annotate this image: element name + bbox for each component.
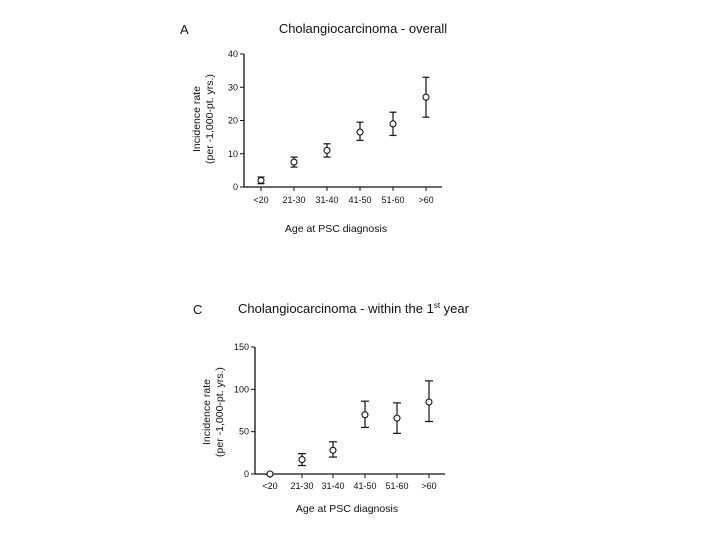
panel-a-xtick-label: >60 bbox=[418, 195, 434, 205]
panel-a-ytick-label: 0 bbox=[232, 182, 238, 192]
panel-a-data-point bbox=[357, 129, 363, 135]
panel-c-xtick-label: <20 bbox=[262, 481, 278, 491]
panel-c-xtick-label: 41-50 bbox=[353, 481, 377, 491]
panel-a-letter: A bbox=[180, 22, 189, 37]
panel-c-xtick-label: >60 bbox=[421, 481, 437, 491]
panel-c-ytick-label: 0 bbox=[243, 469, 249, 479]
panel-a bbox=[180, 21, 447, 235]
panel-c-data-point bbox=[362, 412, 368, 418]
panel-a-xtick-label: 51-60 bbox=[381, 195, 405, 205]
panel-c-title bbox=[238, 301, 470, 316]
panel-a-ylabel-line2: (per -1,000-pt. yrs.) bbox=[204, 74, 216, 164]
panel-a-xlabel: Age at PSC diagnosis bbox=[284, 223, 388, 235]
panel-c-ytick-label: 50 bbox=[238, 426, 249, 437]
panel-c-letter: C bbox=[193, 302, 203, 317]
panel-c-data-point bbox=[426, 399, 432, 405]
panel-a-ytick-label: 30 bbox=[227, 82, 238, 93]
panel-c-data-point bbox=[267, 471, 273, 477]
panel-c-xtick-label: 21-30 bbox=[290, 481, 314, 491]
panel-a-ylabel-line1: Incidence rate bbox=[191, 86, 203, 152]
panel-c-data-point bbox=[394, 415, 400, 421]
panel-c-xtick-label: 31-40 bbox=[321, 481, 345, 491]
panel-c-ytick-label: 150 bbox=[233, 342, 249, 352]
panel-a-xtick-label: <20 bbox=[253, 195, 269, 205]
panel-a-data-point bbox=[258, 177, 264, 183]
panel-c-data-point bbox=[299, 457, 305, 463]
panel-c-ylabel-line1: Incidence rate bbox=[201, 379, 213, 445]
panel-a-marks bbox=[228, 49, 434, 205]
panel-a-ytick-label: 10 bbox=[227, 148, 238, 159]
panel-a-data-point bbox=[390, 121, 396, 127]
panel-c-title-main: Cholangiocarcinoma - within the 1 bbox=[238, 301, 434, 316]
panel-a-title: Cholangiocarcinoma - overall bbox=[278, 21, 448, 36]
panel-a-ytick-label: 40 bbox=[227, 49, 238, 59]
panel-a-xtick-label: 41-50 bbox=[348, 195, 372, 205]
panel-c-title-end: year bbox=[440, 301, 469, 316]
panel-a-data-point bbox=[324, 147, 330, 153]
panel-c bbox=[193, 301, 470, 515]
panel-a-data-point bbox=[423, 94, 429, 100]
panel-c-xlabel: Age at PSC diagnosis bbox=[295, 503, 399, 515]
panel-a-data-point bbox=[291, 159, 297, 165]
panel-c-data-point bbox=[330, 447, 336, 453]
panel-a-xtick-label: 31-40 bbox=[315, 195, 339, 205]
panel-a-xtick-label: 21-30 bbox=[282, 195, 306, 205]
panel-a-ytick-label: 20 bbox=[227, 115, 238, 126]
panel-c-ylabel-line2: (per -1,000-pt. yrs.) bbox=[214, 367, 226, 457]
panel-c-ytick-label: 100 bbox=[233, 384, 249, 395]
panel-c-xtick-label: 51-60 bbox=[385, 481, 409, 491]
panel-c-marks bbox=[234, 342, 437, 491]
panel-c-title-sup: st bbox=[433, 301, 441, 310]
